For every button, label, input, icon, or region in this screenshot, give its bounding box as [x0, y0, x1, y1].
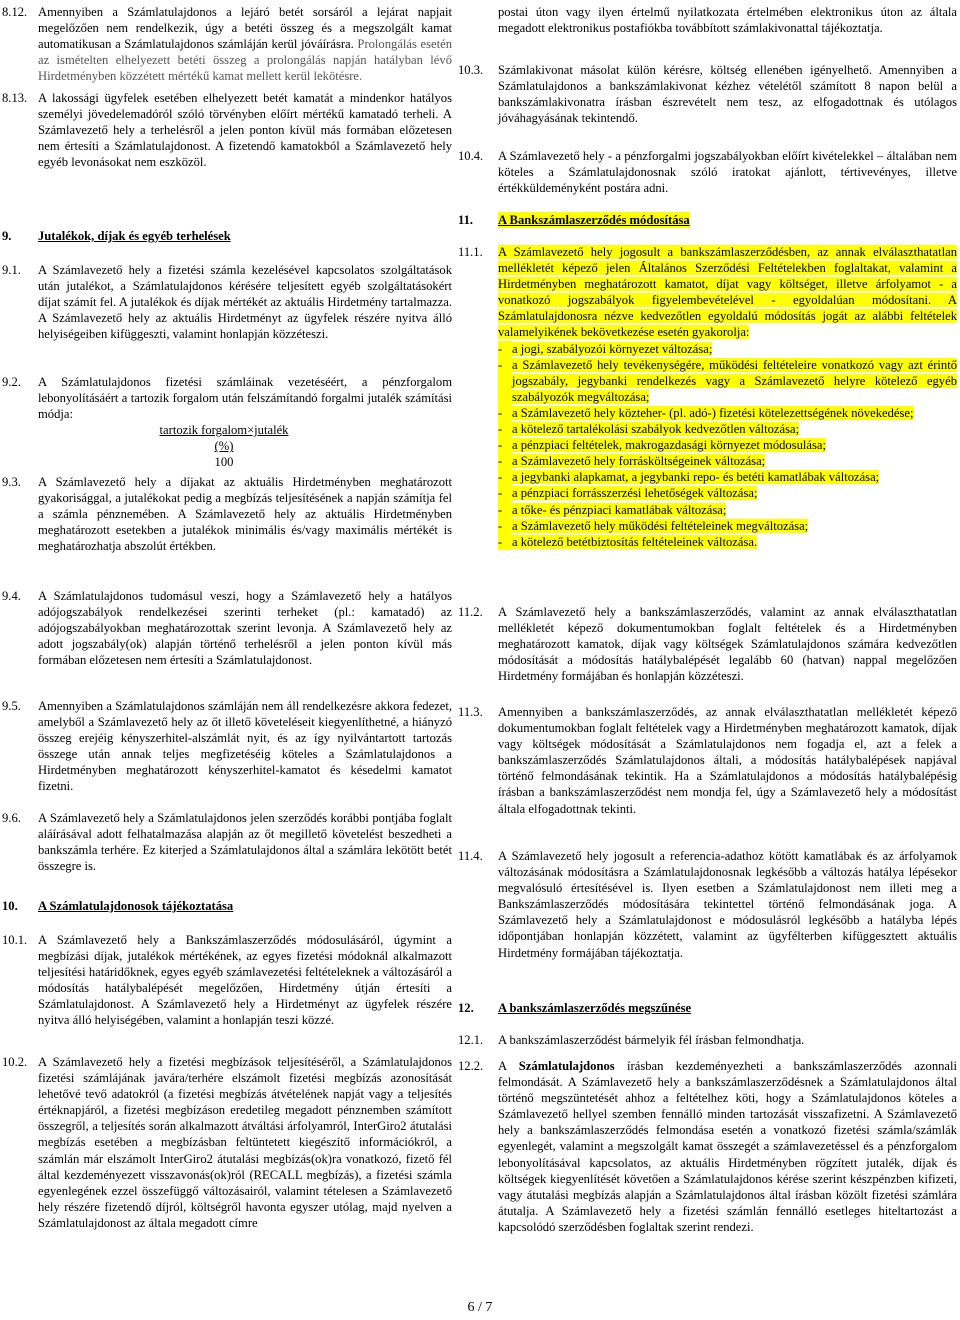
page-number: 6 / 7 — [467, 1300, 493, 1315]
clause-text: A Számlavezető hely a fizetési megbízások teljesítéséről, a Számlatulajdonos fizetési számlájának javára/terhére elszámolt fizetési megbízás azonosítását lehetővé tevő adatokról (a fizetési megbízás átvételének napját vagy a teljesítés értéknapjáról, a fizetési megbízáson eredetileg megadott pénznemben számított összegről, a teljesítés során alkalmazott átváltási árfolyamról, InterGiro2 átutalási megbízás esetében a megbízásban feltüntetett kiegészítő információkról, a számlán már elszámolt InterGiro2 átutalási megbízás(ok)ra vonatkozó, fizető fél által kezdeményezett visszavonás(ok)ról (RECALL megbízás), a fizetési számla egyenlegének ezzel összefüggő változásairól, valamint tételesen a Számlavezető hely részére fizetendő díjról, költségről havonta egyszer utólag, majd nyelven a Számlatulajdonost az általa megadott címre — [38, 1055, 452, 1230]
clause-text: A Számlatulajdonos fizetési számláinak vezetéséért, a pénzforgalom lebonyolításáért a tartozik forgalom után felszámítandó forgalmi jutalék számítási módja: — [38, 375, 452, 422]
clause — [0, 90, 452, 170]
formula — [150, 422, 298, 470]
clause-body — [498, 704, 957, 817]
clause-body — [38, 474, 452, 554]
clause-text: A Számlavezető hely jogosult a referencia-adathoz kötött kamatlábak és az árfolyamok változásának módosításra a Számlatulajdonosnak legkésőbb a változás hatálya lépésekor megvalósuló értesítésével is. Ilyen esetben a Számlatulajdonost nem illeti meg a Bankszámlaszerződés módosítására tekintettel történő felmondásának joga. A Számlavezető hely a Számlatulajdonost e módosulásról legkésőbb a hatályba lépés időpontjában honlapján közzétett, valamint az ügyfélterben kifüggesztett aktuális Hirdetmény formájában tájékoztatja. — [498, 849, 957, 960]
clause-text: A Számlatulajdonos tudomásul veszi, hogy a Számlavezető hely a hatályos adójogszabályok rendelkezései szerinti terheket (pl.: kamatadó) az adójogszabályokban meghatározottak szerint levonja. A Számlavezető hely az adott jogszabály(ok) alapján történő terhelésről a jelen ponton kívül más formában előzetesen nem értesíti a Számlatulajdonost. — [38, 589, 452, 668]
dash-text: a Számlavezető hely közteher- (pl. adó-) fizetési kötelezettségének növekedése; — [512, 405, 914, 420]
clause-body — [38, 1054, 452, 1231]
clause-text: A Számlavezető hely - a pénzforgalmi jogszabályokban előírt kivételekkel – általában nem köteles a Számlatulajdonosnak szóló iratokat ajánlott, tértivevényes, illetve értékküldeményként postára adni. — [498, 149, 957, 196]
dash-list-item — [498, 341, 957, 357]
clause-number: 8.12. — [2, 5, 28, 19]
dash-bullet: - — [498, 357, 512, 405]
clause-body — [38, 932, 452, 1029]
clause-number: 9.1. — [2, 263, 21, 277]
clause-number: 9.3. — [2, 475, 21, 489]
dash-bullet: - — [498, 421, 512, 437]
section-number: 9. — [2, 229, 12, 243]
clause-text: A Számlavezető hely a díjakat az aktuális Hirdetményben meghatározott gyakorisággal, a jutalékokat pedig a megbízás teljesítésének a napján számítja fel a számla pénznemében. A Számlavezető hely az aktuális Hirdetményben meghatározott esetekben a jutalékok minimális és/vagy maximális mértékét is meghatározhatja abszolút értékben. — [38, 475, 452, 554]
clause-number: 9.6. — [2, 811, 21, 825]
clause-number: 10.1. — [2, 933, 28, 947]
clause-body — [38, 374, 452, 471]
clause-number: 12.1. — [458, 1033, 484, 1047]
dash-text: a Számlavezető hely tevékenységére, működési feltételeire vonatkozó vagy azt érintő jogszabály, jegybanki rendelkezés vagy a Számlavezető helyre kötelező egyéb szabályozók megváltozása; — [512, 357, 957, 404]
dash-text: a tőke- és pénzpiaci kamatlábak változása; — [512, 502, 727, 517]
clause-text: Számlakivonat másolat külön kérésre, költség ellenében igényelhető. Amennyiben a Számlatulajdonos a bankszámlakivonat kézhez vételétől számított 8 napon belül a bankszámlakivonatra írásban észrevételt nem tesz, az elfogadottnak és utólagos jóváhagyásának tekintendő. — [498, 63, 957, 126]
clause-text: A Számlavezető hely a bankszámlaszerződés, valamint az annak elválaszthatatlan mellékletét képező dokumentumokban foglalt feltételek és a Hirdetményben meghatározott kamatok, díjak vagy költségek Számlatulajdonos számára kedvezőtlen módosítását a módosítás hatálybalépését legalább 60 (hatvan) nappal megelőzően Hirdetmény formájában és honlapján közzéteszi. — [498, 605, 957, 684]
dash-list-item — [498, 469, 957, 485]
dash-text: a pénzpiaci feltételek, makrogazdasági környezet módosulása; — [512, 438, 827, 453]
formula-numerator: tartozik forgalom×jutalék (%) — [159, 423, 289, 454]
clause-body — [498, 4, 957, 36]
clause-body — [498, 244, 957, 550]
clause-body — [38, 810, 452, 874]
clause-number: 10.4. — [458, 149, 484, 163]
clause-body — [498, 148, 957, 196]
dash-text: a Számlavezető hely működési feltételeinek megváltozása; — [512, 518, 809, 533]
clause-number: 8.13. — [2, 91, 28, 105]
formula-denominator: 100 — [214, 455, 234, 470]
clause-number — [456, 4, 498, 36]
section-number: 10. — [2, 899, 18, 913]
clause — [0, 4, 452, 84]
section-title: A bankszámlaszerződés megszűnése — [498, 1001, 692, 1015]
clause — [456, 4, 957, 36]
clause-text: A Számlatulajdonos írásban kezdeményezheti a bankszámlaszerződés azonnali felmondását. A Számlavezető hely a bankszámlaszerződésnek a Számlatulajdonos által történő megszüntetését ahhoz a feltételhez köti, hogy a Számlatulajdonos köteles a Számlavezető hellyel szemben fennálló minden tartozását visszafizetni. A Számlavezető hely a bankszámlaszerződés felmondása esetén a vonatkozó fizetési számla/számlák egyenlegét, valamint a megszolgált kamat összegét a számlavezetéssel és a pénzforgalom lebonyolításával kapcsolatos, az aktuális Hirdetményben rögzített jutalék, díjak és költségek kiegyenlítését követően a Számlatulajdonos kérése szerint készpénzben kifizeti, vagy átutalási megbízás alapján a Számlatulajdonos által írásban közölt fizetési számlára átutalja. A Számlavezető hely a fizetési számlán fennálló esetleges hiteltartozást a kapcsolódó szerződésben foglaltak szerint rendezi. — [498, 1059, 957, 1234]
clause-number: 10.3. — [458, 63, 484, 77]
dash-list-item — [498, 453, 957, 469]
clause — [0, 588, 452, 668]
clause-body — [498, 1032, 957, 1048]
clause — [0, 262, 452, 342]
clause-number: 11.2. — [458, 605, 483, 619]
dash-bullet: - — [498, 341, 512, 357]
clause — [0, 374, 452, 471]
clause-number: 10.2. — [2, 1055, 28, 1069]
clause-body — [38, 90, 452, 170]
clause-body — [498, 604, 957, 684]
section-number: 12. — [458, 1001, 474, 1015]
section-heading — [456, 212, 957, 228]
clause — [456, 244, 957, 550]
clause — [0, 932, 452, 1029]
dash-bullet: - — [498, 437, 512, 453]
dash-list-item — [498, 437, 957, 453]
clause — [456, 148, 957, 196]
dash-text: a Számlavezető hely forrásköltségeinek változása; — [512, 454, 766, 469]
clause — [456, 604, 957, 684]
dash-list-item — [498, 518, 957, 534]
dash-text: a pénzpiaci forrásszerzési lehetőségek változása; — [512, 486, 758, 501]
clause-number: 9.5. — [2, 699, 21, 713]
clause-text: A Számlavezető hely a fizetési számla kezelésével kapcsolatos szolgáltatások után jutalékot, a Számlatulajdonos kérésére teljesített egyéb szolgáltatásokért díjat számít fel. A jutalékok és díjak mértékét az aktuális Hirdetmény tartalmazza. A Számlavezető hely az aktuális Hirdetményt az ügyfelek részére nyitva álló helyiségeiben kifüggeszti, valamint honlapján közzéteszi. — [38, 263, 452, 342]
section-heading — [0, 898, 452, 914]
dash-list-item — [498, 534, 957, 550]
dash-bullet: - — [498, 485, 512, 501]
clause-number: 11.1. — [458, 245, 483, 259]
dash-list-item — [498, 405, 957, 421]
dash-text: a jegybanki alapkamat, a jegybanki repo- és betéti kamatlábak változása; — [512, 470, 880, 485]
clause-body — [498, 1058, 957, 1235]
clause — [0, 474, 452, 554]
clause-text-gray: Prolongálás esetén az ismételten elhelyezett betéti összeg a prolongálás napján hatályban lévő Hirdetményben közzétett mértékű kamat mellett kerül lekötésre. — [38, 37, 453, 84]
clause-body — [38, 4, 452, 84]
clause-text: Amennyiben a bankszámlaszerződés, az annak elválaszthatatlan mellékletét képező dokumentumokban foglalt feltételek vagy a Hirdetményben meghatározott kamatok, díjak vagy költségek módosítását a Számlatulajdonos nem fogadja el, azt a felek a bankszámlaszerződés Számlatulajdonos általi, a módosítás hatálybalépések napjával történő felmondásának tekintik. Ha a Számlatulajdonos a módosítás hatálybalépésig írásban a bankszámlaszerződést nem mondja fel, úgy a Számlavezető hely a módosítást általa elfogadottnak tekinti. — [498, 705, 957, 816]
clause — [0, 1054, 452, 1231]
clause-body — [38, 588, 452, 668]
clause — [456, 704, 957, 817]
clause-body — [38, 262, 452, 342]
clause — [0, 698, 452, 795]
dash-list-item — [498, 502, 957, 518]
dash-bullet: - — [498, 534, 512, 550]
clause-body — [498, 62, 957, 126]
section-title: Jutalékok, díjak és egyéb terhelések — [38, 229, 231, 243]
clause-text: Amennyiben a Számlatulajdonos számláján nem áll rendelkezésre akkora fedezet, amelyből a Számlavezető hely az őt illető követeléseit kiegyenlíthetné, a hiányzó összeg erejéig kényszerhitel-alszámlát nyit, és az így nyilvántartott tartozás összege után annak teljes megfizetéséig köteles a Számlatulajdonos a Hirdetményben meghatározott kényszerhitel-kamatot és késedelmi kamatot fizetni. — [38, 699, 452, 794]
clause-number: 9.2. — [2, 375, 21, 389]
clause-text: postai úton vagy ilyen értelmű nyilatkozata értelmében elektronikus úton az általa megadott elektronikus postafiókba továbbított számlakivonattal tájékoztatja. — [498, 5, 957, 36]
clause — [456, 848, 957, 961]
dash-bullet: - — [498, 469, 512, 485]
dash-text: a kötelező betétbiztosítás feltételeinek változása. — [512, 534, 758, 549]
clause-body — [498, 848, 957, 961]
section-title: A Bankszámlaszerződés módosítása — [498, 213, 690, 227]
clause-text: Amennyiben a Számlatulajdonos a lejáró betét sorsáról a lejárat napjait megelőzően nem rendelkezik, úgy a betéti összeg és a megszolgált kamat automatikusan a Számlatulajdonos számláján kerül jóváírásra. — [38, 5, 452, 52]
section-heading — [456, 1000, 957, 1016]
clause-body — [38, 698, 452, 795]
section-heading — [0, 228, 452, 244]
clause-text: A Számlavezető hely a Számlatulajdonos jelen szerződés korábbi pontjába foglalt aláírásával adott felhatalmazása alapján az őt megillető követelést beszedheti a bankszámla terhére. Ez kiterjed a Számlatulajdonos által a számlára lekötött betét összegre is. — [38, 811, 452, 874]
clause-text: A Számlavezető hely jogosult a bankszámlaszerződésben, az annak elválaszthatatlan mellékletét képező jelen Általános Szerződési Feltételekben foglaltakat, valamint a Hirdetményben meghatározott kamatot, díjat vagy költséget, illetve árfolyamot - a vonatkozó jogszabályok figyelembevételével - egyoldalúan módosítani. A Számlatulajdonosra nézve kedvezőtlen egyoldalú módosítás jogát az alábbi feltételek valamelyikének bekövetkezése esetén gyakorolja: — [498, 245, 957, 340]
dash-bullet: - — [498, 502, 512, 518]
clause-number: 9.4. — [2, 589, 21, 603]
clause — [456, 62, 957, 126]
clause — [0, 810, 452, 874]
dash-list-item — [498, 485, 957, 501]
dash-list-item — [498, 421, 957, 437]
clause-number: 11.3. — [458, 705, 483, 719]
bold-term: Számlatulajdonos — [518, 1059, 615, 1073]
section-number: 11. — [458, 213, 474, 227]
clause-text: A bankszámlaszerződést bármelyik fél írásban felmondhatja. — [498, 1033, 805, 1047]
clause-text: A Számlavezető hely a Bankszámlaszerződés módosulásáról, úgymint a megbízási díjak, jutalékok mértékének, az egyes fizetési módoknál alkalmazott teljesítési határidőknek, egyes egyéb számlavezetési feltételeknek a változásáról a módosítás hatálybalépését megelőzően, Hirdetmény útján értesíti a Számlatulajdonost. A Számlavezető hely a Hirdetményt az ügyfelek részére nyitva álló helyiségében, valamint a honlapján teszi közzé. — [38, 933, 452, 1028]
dash-bullet: - — [498, 518, 512, 534]
clause-number: 11.4. — [458, 849, 483, 863]
clause — [456, 1032, 957, 1048]
clause — [456, 1058, 957, 1235]
dash-text: a jogi, szabályozói környezet változása; — [512, 341, 713, 356]
clause-number: 12.2. — [458, 1059, 484, 1073]
dash-bullet: - — [498, 453, 512, 469]
dash-bullet: - — [498, 405, 512, 421]
clause-text: A lakossági ügyfelek esetében elhelyezett betét kamatát a mindenkor hatályos személyi jövedelemadóról szóló törvényben előírt mértékű kamatadó terheli. A Számlavezető hely a terhelésről a jelen ponton kívül más formában előzetesen nem értesíti a Számlatulajdonost. A fizetendő kamatokból a Számlavezető hely egyéb levonásokat nem eszközöl. — [38, 91, 452, 170]
dash-text: a kötelező tartalékolási szabályok kedvezőtlen változása; — [512, 422, 800, 437]
dash-list-item — [498, 357, 957, 405]
section-title: A Számlatulajdonosok tájékoztatása — [38, 899, 234, 913]
